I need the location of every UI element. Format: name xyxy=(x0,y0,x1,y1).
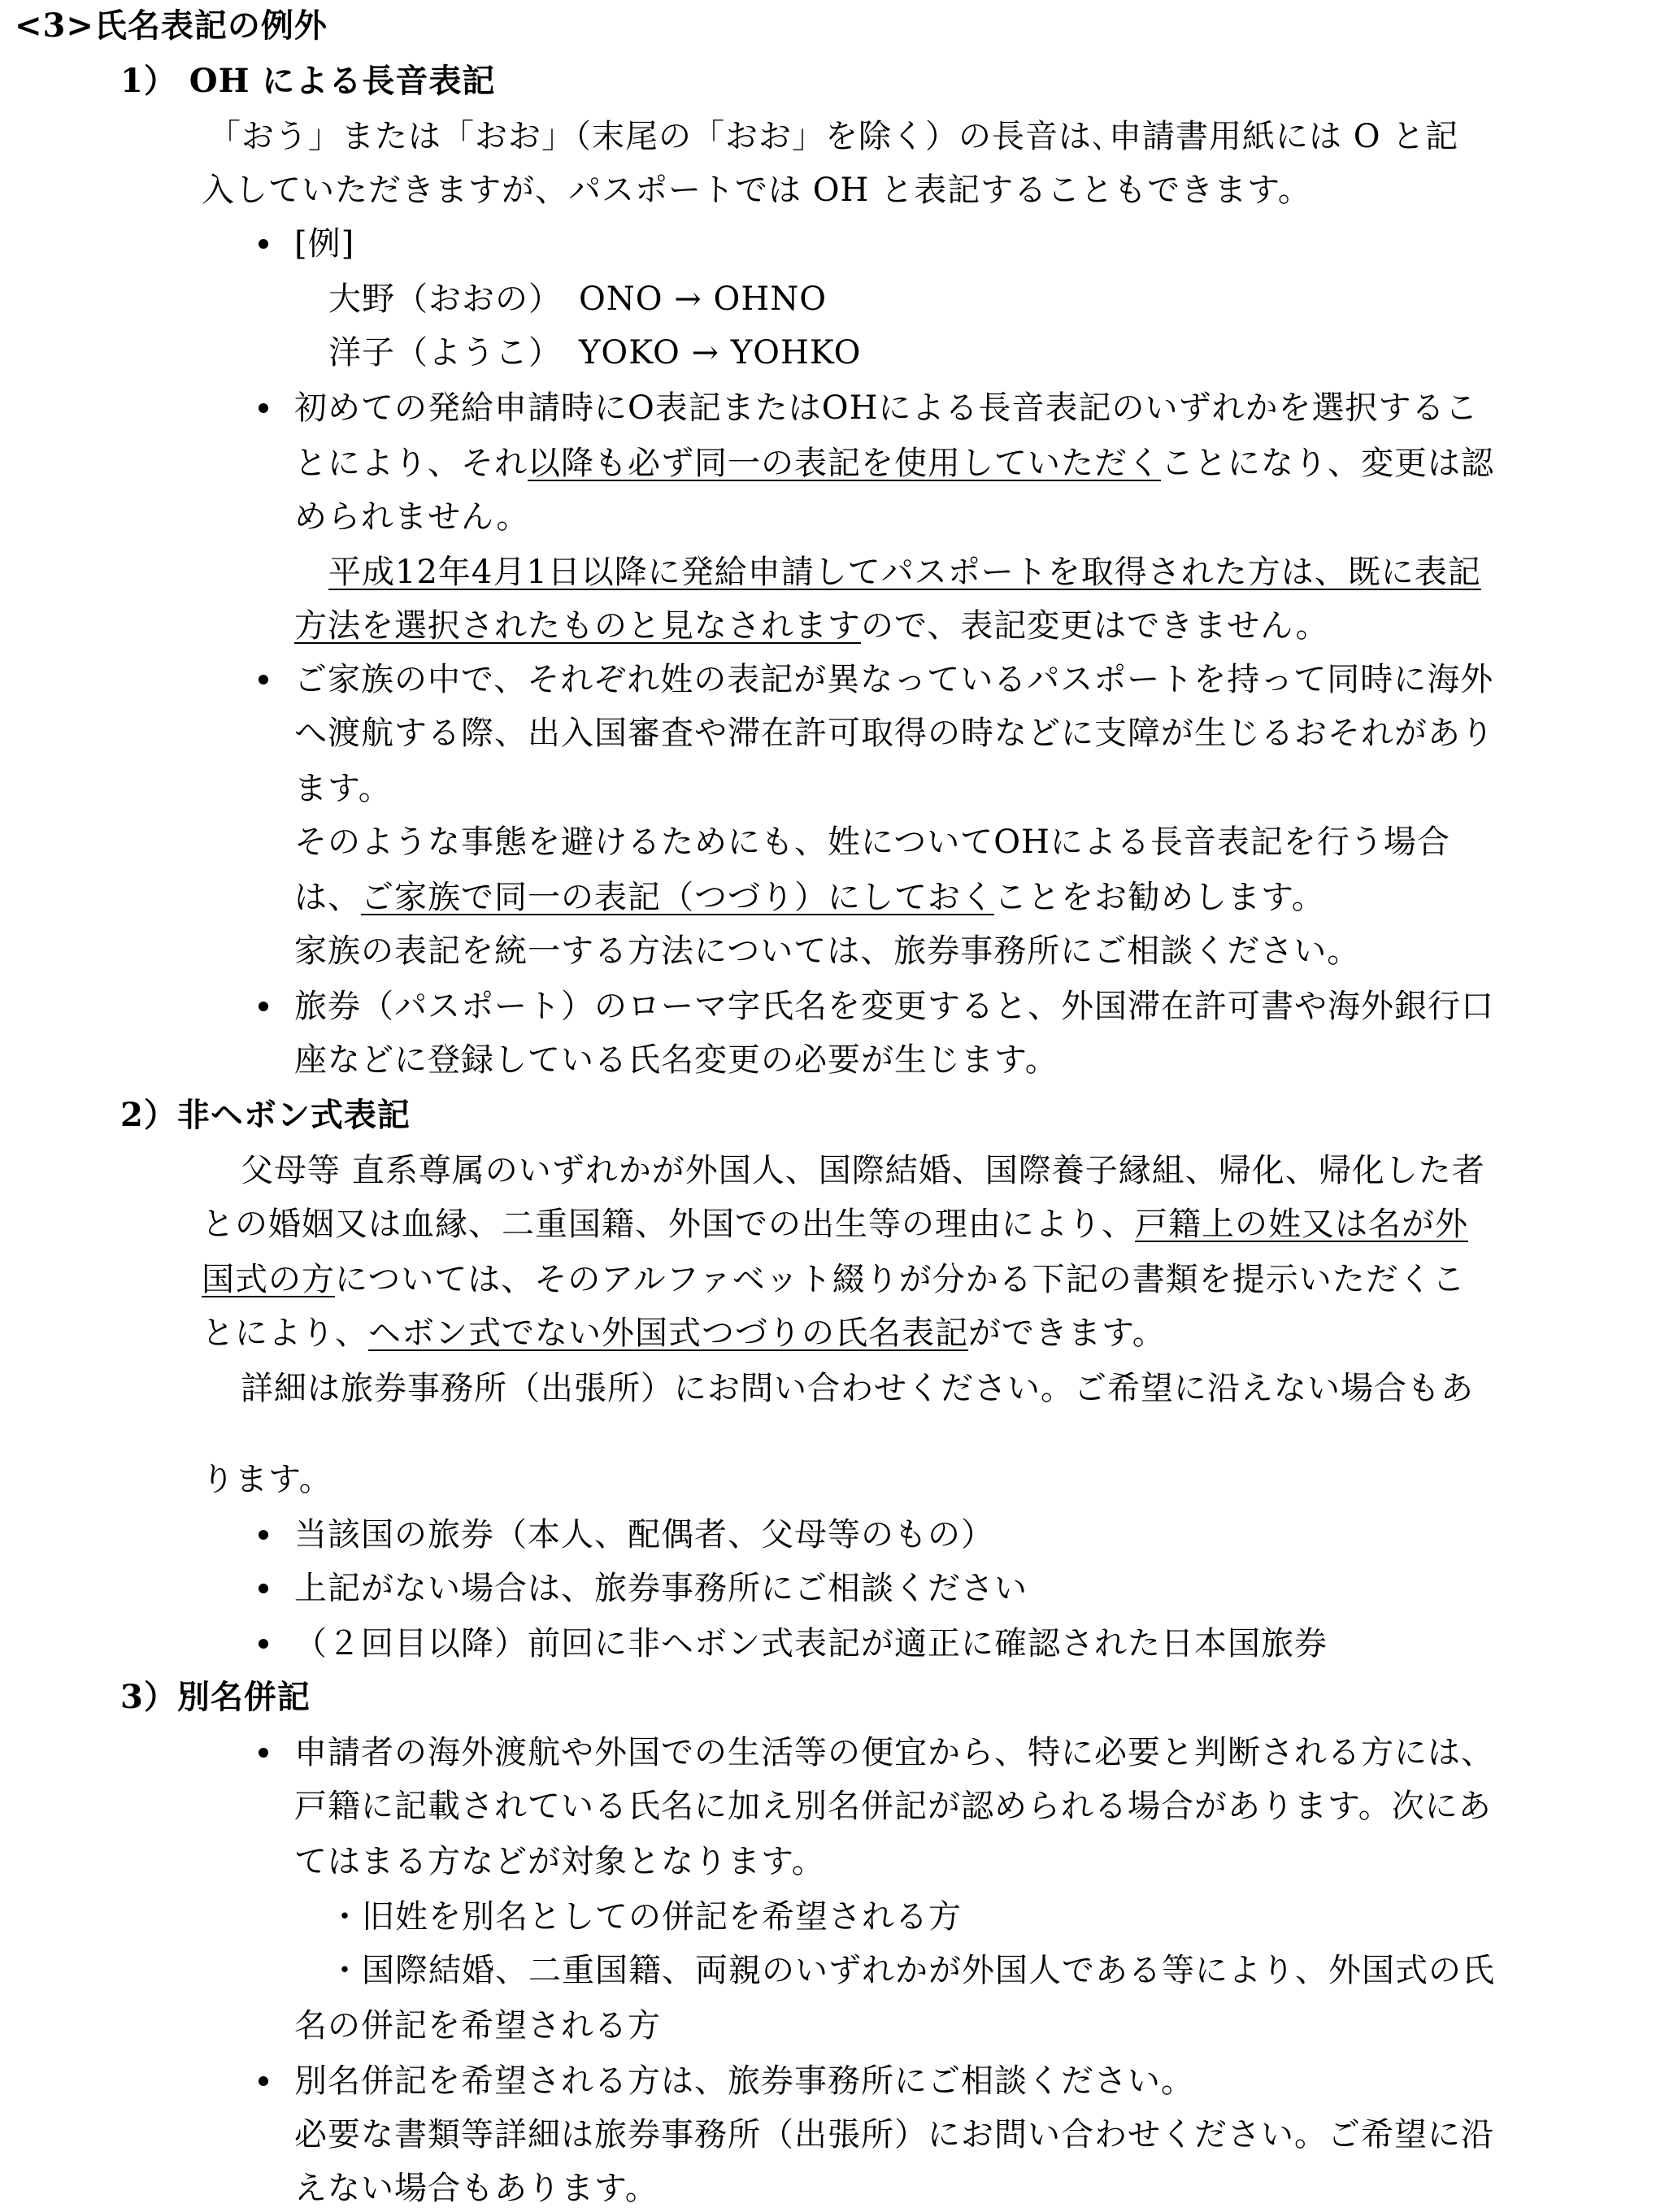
alias-sub-item-2-line-1: ・国際結婚、二重国籍、両親のいずれかが外国人である等により、外国式の氏 xyxy=(328,1952,1495,1989)
bullet-icon xyxy=(259,1748,268,1758)
list-item: 当該国の旅券（本人、配偶者、父母等のもの） xyxy=(294,1516,994,1554)
alias-consult-line-1: 別名併記を希望される方は、旅券事務所にご相談ください。 xyxy=(294,2062,1194,2100)
oh-intro-line-1: 「おう」または「おお」（末尾の「おお」を除く）の長音は､申請書用紙には O と記 xyxy=(208,118,1459,155)
bullet-icon xyxy=(259,1530,268,1540)
family-note-line-1: ご家族の中で、それぞれ姓の表記が異なっているパスポートを持って同時に海外 xyxy=(294,661,1494,698)
oh-note-line-2: とにより、それ以降も必ず同一の表記を使用していただくことになり、変更は認 xyxy=(294,445,1494,482)
non-hepburn-detail-line-2: ります。 xyxy=(202,1461,333,1498)
alias-line-3: てはまる方などが対象となります。 xyxy=(294,1843,825,1880)
oh-note-line-1: 初めての発給申請時にO表記またはOHによる長音表記のいずれかを選択するこ xyxy=(294,389,1479,427)
section-title: <3>氏名表記の例外 xyxy=(15,7,328,45)
example-ono: 大野（おおの） ONO → OHNO xyxy=(328,280,827,318)
alias-line-2: 戸籍に記載されている氏名に加え別名併記が認められる場合があります。次にあ xyxy=(294,1788,1492,1825)
bullet-icon xyxy=(259,239,268,249)
bullet-icon xyxy=(259,1002,268,1011)
romaji-change-line-2: 座などに登録している氏名変更の必要が生じます。 xyxy=(294,1041,1058,1079)
non-hepburn-detail-line-1: 詳細は旅券事務所（出張所）にお問い合わせください。ご希望に沿えない場合もあ xyxy=(241,1370,1474,1407)
alias-consult-line-2: 必要な書類等詳細は旅券事務所（出張所）にお問い合わせください。ご希望に沿 xyxy=(294,2116,1494,2153)
heading-oh-notation: 1） OH による長音表記 xyxy=(120,62,496,100)
bullet-icon xyxy=(259,2076,268,2086)
bullet-icon xyxy=(259,1584,268,1593)
bullet-icon xyxy=(259,675,268,684)
alias-line-1: 申請者の海外渡航や外国での生活等の便宜から、特に必要と判断される方には、 xyxy=(294,1734,1494,1771)
oh-note-line-4: 平成12年4月1日以降に発給申請してパスポートを取得された方は、既に表記 xyxy=(328,554,1481,591)
list-item: 上記がない場合は、旅券事務所にご相談ください xyxy=(294,1570,1028,1607)
family-note-line-5: は、ご家族で同一の表記（つづり）にしておくことをお勧めします。 xyxy=(294,879,1325,916)
example-label: [例] xyxy=(294,225,355,263)
alias-sub-item-1: ・旧姓を別名としての併記を希望される方 xyxy=(328,1898,962,1936)
bullet-icon xyxy=(259,1639,268,1649)
oh-note-line-3: められません。 xyxy=(294,498,530,536)
alias-consult-line-3: えない場合もあります。 xyxy=(294,2170,658,2207)
family-note-line-6: 家族の表記を統一する方法については、旅券事務所にご相談ください。 xyxy=(294,932,1361,970)
family-note-line-2: へ渡航する際、出入国審査や滞在許可取得の時などに支障が生じるおそれがあり xyxy=(294,715,1494,752)
non-hepburn-line-3: 国式の方については、そのアルファベット綴りが分かる下記の書類を提示いただくこ xyxy=(202,1261,1466,1298)
family-note-line-3: ます。 xyxy=(294,770,392,807)
bullet-icon xyxy=(259,403,268,413)
non-hepburn-line-4: とにより、ヘボン式でない外国式つづりの氏名表記ができます。 xyxy=(202,1315,1166,1352)
romaji-change-line-1: 旅券（パスポート）のローマ字氏名を変更すると、外国滞在許可書や海外銀行口 xyxy=(294,988,1494,1025)
example-yoko: 洋子（ようこ） YOKO → YOHKO xyxy=(328,334,862,372)
oh-note-line-5: 方法を選択されたものと見なされますので、表記変更はできません。 xyxy=(294,607,1329,645)
heading-non-hepburn: 2）非ヘボン式表記 xyxy=(120,1096,411,1134)
heading-alias: 3）別名併記 xyxy=(120,1678,311,1716)
alias-sub-item-2-line-2: 名の併記を希望される方 xyxy=(294,2007,661,2045)
non-hepburn-line-1: 父母等 直系尊属のいずれかが外国人、国際結婚、国際養子縁組、帰化、帰化した者 xyxy=(241,1152,1485,1189)
oh-intro-line-2: 入していただきますが、パスポートでは OH と表記することもできます。 xyxy=(202,172,1311,209)
family-note-line-4: そのような事態を避けるためにも、姓についてOHによる長音表記を行う場合 xyxy=(294,824,1450,861)
non-hepburn-line-2: との婚姻又は血縁、二重国籍、外国での出生等の理由により、戸籍上の姓又は名が外 xyxy=(202,1206,1468,1243)
list-item: （２回目以降）前回に非ヘボン式表記が適正に確認された日本国旅券 xyxy=(294,1625,1328,1662)
